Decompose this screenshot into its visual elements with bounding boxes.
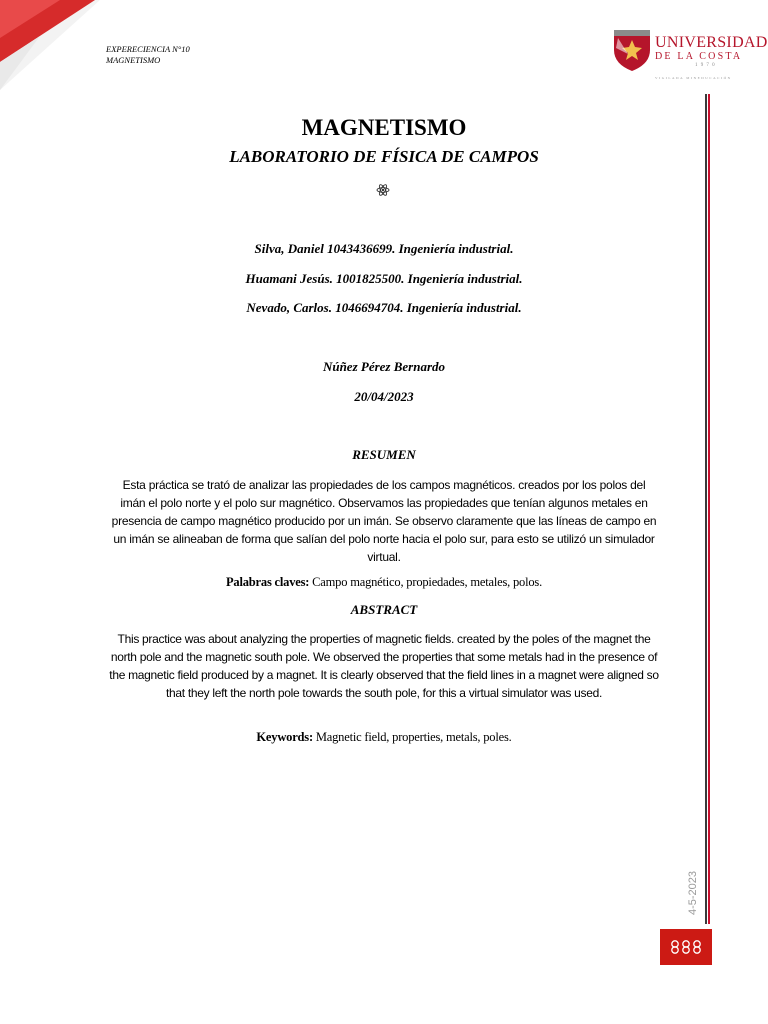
author-1: Silva, Daniel 1043436699. Ingeniería industrial.	[254, 241, 514, 256]
palabras-claves	[100, 575, 668, 590]
atom-icon	[376, 183, 390, 197]
keywords	[100, 730, 668, 745]
document-subtitle: LABORATORIO DE FÍSICA DE CAMPOS	[229, 147, 539, 166]
corner-decoration	[0, 0, 100, 90]
palabras-claves-value: Campo magnético, propiedades, metales, polos.	[309, 575, 542, 589]
abstract-text: This practice was about analyzing the properties of magnetic fields. created by the poles of the magnet the north pole and the magnetic south pole. We observed the properties that some metals had in the presence of the magnetic field produced by a magnet. It is clearly observed that the field lines in a magnet were aligned so that they left the north pole towards the south pole, for this a virtual simulator was used.	[109, 632, 659, 700]
teacher-name: Núñez Pérez Bernardo	[322, 359, 446, 374]
university-shield-icon	[610, 26, 654, 72]
document-title: MAGNETISMO	[301, 115, 467, 140]
footer-red-box	[660, 929, 712, 965]
running-header	[106, 44, 190, 66]
author-3: Nevado, Carlos. 1046694704. Ingeniería industrial.	[246, 300, 522, 315]
header-experience: EXPERECIENCIA N°10	[106, 44, 190, 54]
footer-emblem-icon	[669, 938, 703, 956]
header-topic: MAGNETISMO	[106, 55, 161, 65]
logo-tagline: VIGILADA MINEDUCACIÓN	[655, 76, 732, 80]
keywords-label: Keywords:	[256, 730, 313, 744]
resumen-text: Esta práctica se trató de analizar las propiedades de los campos magnéticos. creados por los polos del imán el polo norte y el polo sur magnético. Observamos las propiedades que tenían algunos metales en presencia de campo magnético producido por un imán. Se observo claramente que las líneas de campo en un imán se alineaban de forma que salían del polo norte hacia el polo sur, para esto se utilizó un simulador virtual.	[111, 478, 657, 564]
author-2: Huamani Jesús. 1001825500. Ingeniería industrial.	[245, 271, 523, 286]
abstract-heading: ABSTRACT	[350, 602, 418, 617]
logo-de-la-costa: DE LA COSTA	[655, 51, 743, 62]
vertical-rule-red	[708, 94, 710, 924]
university-logo	[608, 24, 768, 80]
logo-university: UNIVERSIDAD	[655, 34, 768, 51]
logo-year: 1970	[695, 63, 718, 68]
side-date: 4-5-2023	[687, 870, 699, 916]
university-wordmark	[655, 35, 768, 81]
resumen-heading: RESUMEN	[352, 447, 416, 462]
keywords-value: Magnetic field, properties, metals, poles.	[312, 730, 512, 744]
palabras-claves-label: Palabras claves:	[225, 575, 310, 589]
report-date: 20/04/2023	[354, 389, 414, 404]
vertical-rule-dark	[705, 94, 707, 924]
